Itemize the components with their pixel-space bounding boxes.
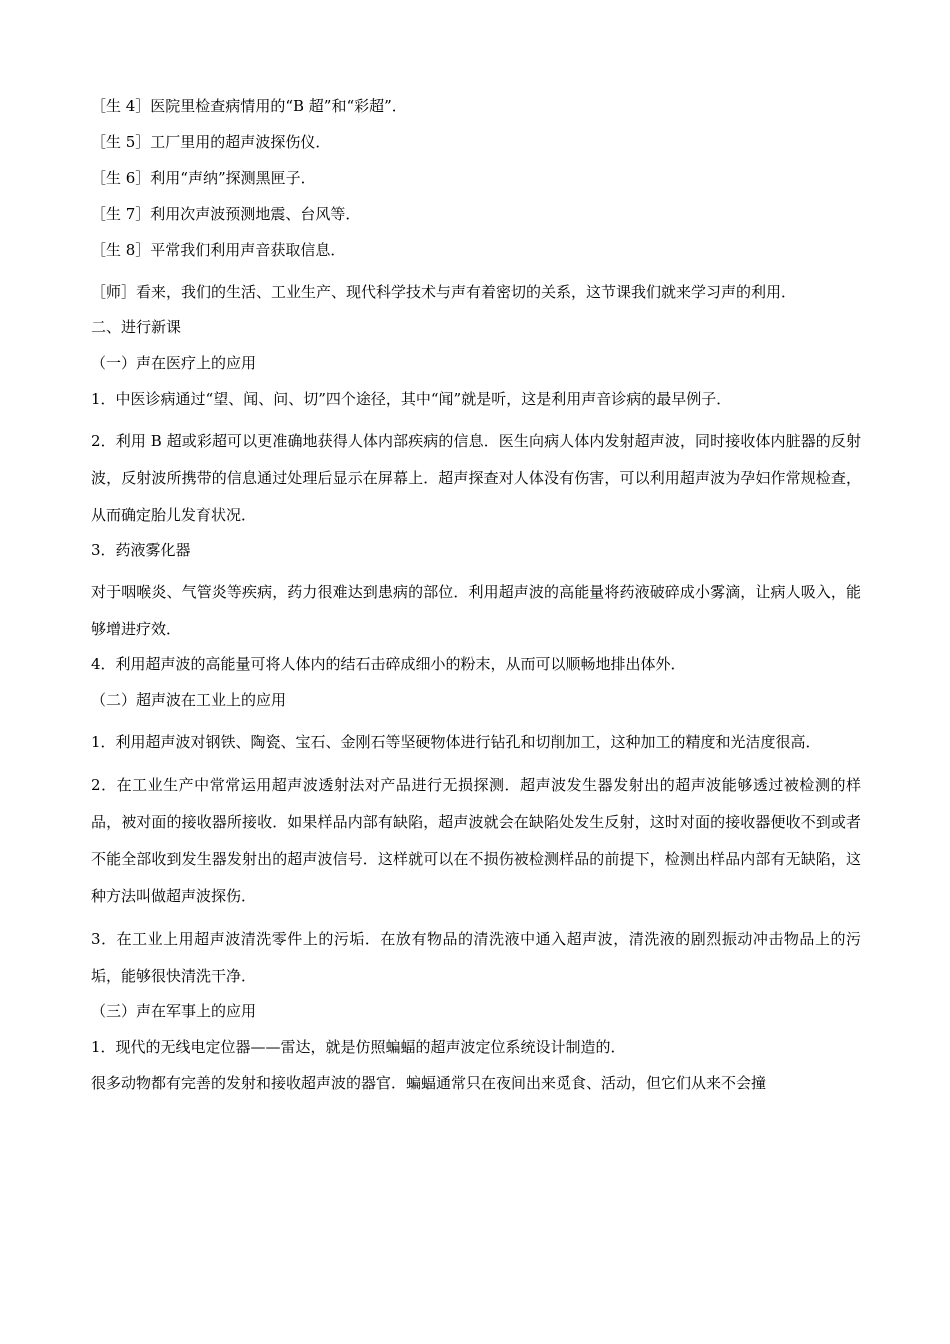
student-7-line: ［生 7］利用次声波预测地震、台风等． — [91, 205, 361, 223]
medical-item-3: 3．药液雾化器 — [91, 541, 191, 559]
section-heading-2: 二、进行新课 — [91, 318, 182, 336]
medical-item-2: 2．利用 B 超或彩超可以更准确地获得人体内部疾病的信息．医生向病人体内发射超声波，同时接收体内脏器的反射波，反射波所携带的信息通过处理后显示在屏幕上．超声探查对人体没有伤害，可以利用超声波为孕妇作常规检查，从而确定胎儿发育状况． — [91, 432, 861, 524]
student-8-line: ［生 8］平常我们利用声音获取信息． — [91, 241, 346, 259]
teacher-paragraph: ［师］看来，我们的生活、工业生产、现代科学技术与声有着密切的关系，这节课我们就来学习声的利用． — [91, 283, 797, 301]
student-5-line: ［生 5］工厂里用的超声波探伤仪． — [91, 133, 331, 151]
document-page — [91, 96, 861, 1094]
student-4-line: ［生 4］医院里检查病情用的“B 超”和“彩超”． — [91, 97, 407, 115]
subsection-medical: （一）声在医疗上的应用 — [91, 354, 257, 372]
industry-item-3: 3．在工业上用超声波清洗零件上的污垢．在放有物品的清洗液中通入超声波，清洗液的剧烈振动冲击物品上的污垢，能够很快清洗干净． — [91, 930, 861, 985]
subsection-military: （三）声在军事上的应用 — [91, 1002, 257, 1020]
industry-item-2: 2．在工业生产中常常运用超声波透射法对产品进行无损探测．超声波发生器发射出的超声波能够透过被检测的样品，被对面的接收器所接收．如果样品内部有缺陷，超声波就会在缺陷处发生反射，这时对面的接收器便收不到或者不能全部收到发生器发射出的超声波信号．这样就可以在不损伤被检测样品的前提下，检测出样品内部有无缺陷，这种方法叫做超声波探伤． — [91, 776, 861, 905]
medical-item-3-paragraph: 对于咽喉炎、气管炎等疾病，药力很难达到患病的部位．利用超声波的高能量将药液破碎成小雾滴，让病人吸入，能够增进疗效． — [91, 583, 861, 638]
military-paragraph: 很多动物都有完善的发射和接收超声波的器官．蝙蝠通常只在夜间出来觅食、活动，但它们从来不会撞 — [91, 1074, 767, 1092]
military-item-1: 1．现代的无线电定位器——雷达，就是仿照蝙蝠的超声波定位系统设计制造的． — [91, 1038, 626, 1056]
medical-item-1: 1．中医诊病通过“望、闻、问、切”四个途径，其中“闻”就是听，这是利用声音诊病的最早例子． — [91, 390, 732, 408]
medical-item-4: 4．利用超声波的高能量可将人体内的结石击碎成细小的粉末，从而可以顺畅地排出体外． — [91, 655, 686, 673]
student-6-line: ［生 6］利用“声纳”探测黑匣子． — [91, 169, 316, 187]
subsection-industry: （二）超声波在工业上的应用 — [91, 691, 287, 709]
industry-item-1: 1．利用超声波对钢铁、陶瓷、宝石、金刚石等坚硬物体进行钻孔和切削加工，这种加工的精度和光洁度很高． — [91, 733, 821, 751]
